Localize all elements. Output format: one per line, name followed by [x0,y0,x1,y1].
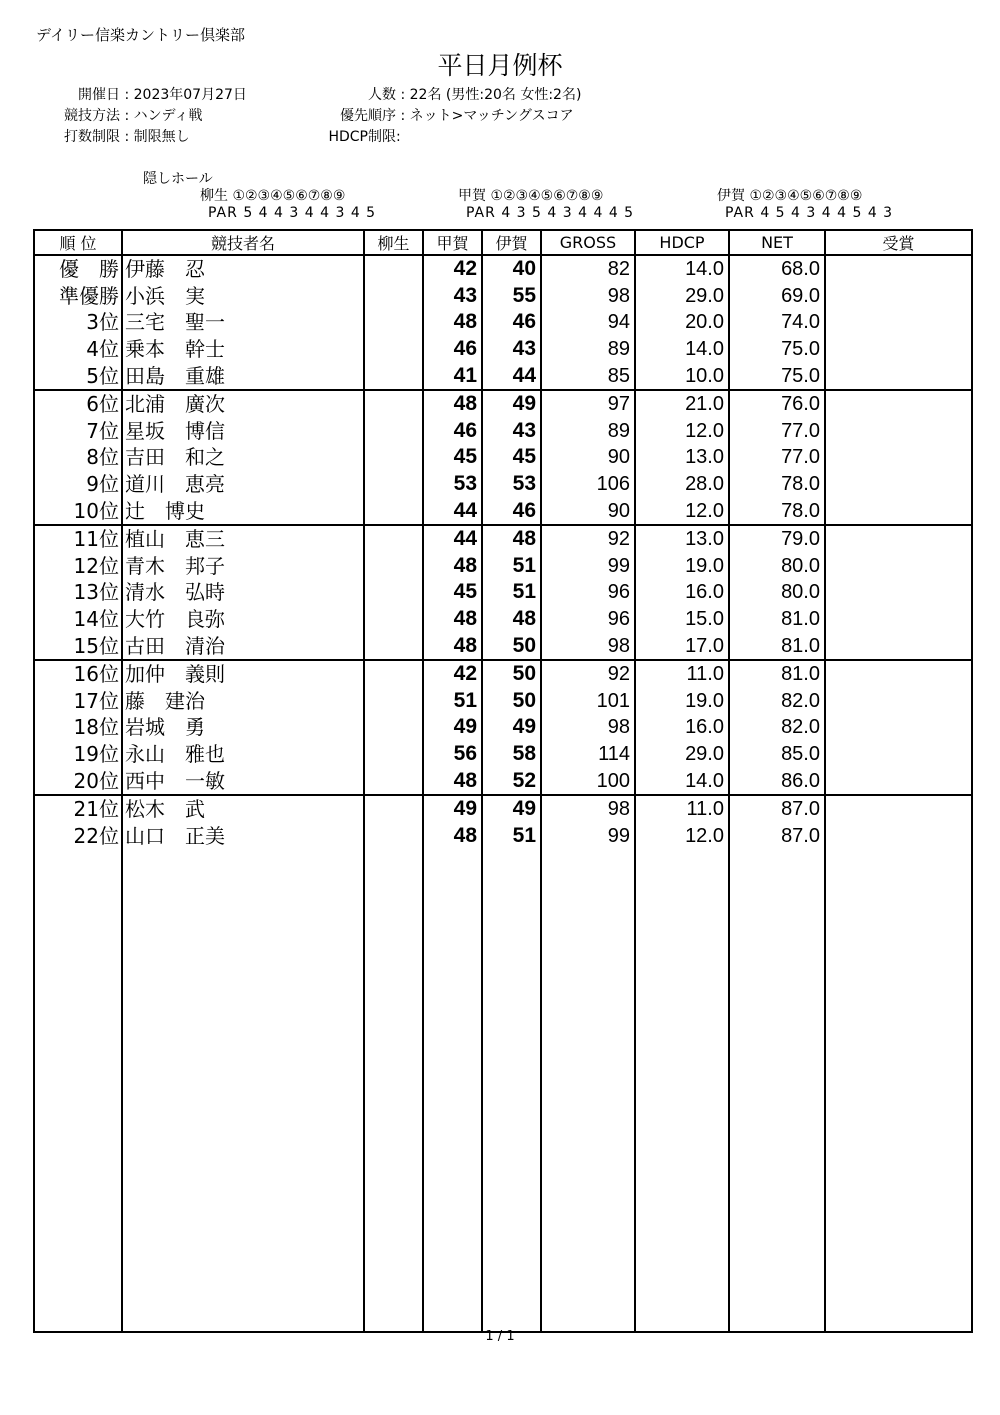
net-score: 79.0 [729,525,825,553]
koka-score: 41 [423,362,482,390]
yagyu-score [364,660,423,688]
info-right: 人数 : 22名 (男性:20名 女性:2名) 優先順序 : ネット>マッチングスコア HDCP制限: [300,85,581,148]
course-iga-holes [717,188,893,222]
name-cell: 藤 建治 [122,688,364,715]
table-row [34,309,972,336]
hdcp-value: 21.0 [635,390,729,418]
gross-score: 98 [541,632,635,660]
name-cell: 古田 清治 [122,632,364,660]
gross-score: 114 [541,741,635,768]
table-row [34,579,972,606]
results-table [33,229,973,1333]
empty-cell [541,849,635,1332]
koka-score: 48 [423,390,482,418]
table-row [34,255,972,283]
yagyu-score [364,767,423,795]
yagyu-score [364,688,423,715]
table-row [34,471,972,498]
gross-score: 99 [541,553,635,580]
table-row [34,606,972,633]
empty-cell [635,849,729,1332]
yagyu-score [364,632,423,660]
empty-cell [34,849,122,1332]
rank-cell: 19位 [34,741,122,768]
koka-score: 48 [423,606,482,633]
award-cell [825,767,972,795]
gross-score: 96 [541,579,635,606]
iga-score: 44 [482,362,541,390]
hdcp-value: 12.0 [635,418,729,445]
table-row [34,418,972,445]
name-cell: 北浦 廣次 [122,390,364,418]
hole-numbers: ①②③④⑤⑥⑦⑧⑨ [232,188,346,204]
rank-cell: 3位 [34,309,122,336]
hdcp-value: 28.0 [635,471,729,498]
net-score: 87.0 [729,822,825,849]
par-label: PAR [208,205,238,221]
award-cell [825,714,972,741]
iga-score: 40 [482,255,541,283]
iga-score: 49 [482,390,541,418]
par-values: 5 4 4 3 4 4 3 4 5 [243,205,377,221]
hdcp-value: 12.0 [635,822,729,849]
net-score: 75.0 [729,336,825,363]
table-row [34,336,972,363]
net-score: 76.0 [729,390,825,418]
name-cell: 青木 邦子 [122,553,364,580]
gross-score: 92 [541,660,635,688]
empty-cell [364,849,423,1332]
rank-cell: 5位 [34,362,122,390]
yagyu-score [364,444,423,471]
award-cell [825,471,972,498]
club-name: デイリー信楽カントリー倶楽部 [36,26,245,44]
yagyu-score [364,362,423,390]
yagyu-score [364,822,423,849]
koka-score: 43 [423,283,482,310]
hdcp-value: 16.0 [635,579,729,606]
hdcp-value: 29.0 [635,283,729,310]
rank-cell: 13位 [34,579,122,606]
yagyu-score [364,255,423,283]
koka-score: 48 [423,767,482,795]
iga-score: 49 [482,795,541,823]
gross-score: 89 [541,336,635,363]
empty-cell [482,849,541,1332]
table-filler-row [34,849,972,1332]
koka-score: 45 [423,444,482,471]
net-score: 80.0 [729,553,825,580]
table-row [34,497,972,525]
award-cell [825,579,972,606]
empty-cell [729,849,825,1332]
net-score: 77.0 [729,444,825,471]
name-cell: 山口 正美 [122,822,364,849]
hdcp-value: 19.0 [635,688,729,715]
gross-score: 94 [541,309,635,336]
koka-score: 46 [423,336,482,363]
net-score: 82.0 [729,688,825,715]
iga-score: 43 [482,336,541,363]
name-cell: 伊藤 忍 [122,255,364,283]
table-row [34,632,972,660]
info-left: 開催日 : 2023年07月27日 競技方法 : ハンディ戦 打数制限 : 制限無し [48,85,247,148]
page-number: 1 / 1 [485,1329,515,1344]
iga-score: 49 [482,714,541,741]
col-iga: 伊賀 [482,230,541,255]
award-cell [825,822,972,849]
rank-cell: 優 勝 [34,255,122,283]
net-score: 68.0 [729,255,825,283]
name-cell: 岩城 勇 [122,714,364,741]
award-cell [825,309,972,336]
col-koka: 甲賀 [423,230,482,255]
col-award: 受賞 [825,230,972,255]
koka-score: 49 [423,714,482,741]
name-cell: 三宅 聖一 [122,309,364,336]
course-name: 伊賀 [717,188,745,204]
gross-score: 96 [541,606,635,633]
method-label: 競技方法 [64,108,120,124]
hdcp-value: 11.0 [635,795,729,823]
koka-score: 44 [423,497,482,525]
rank-cell: 18位 [34,714,122,741]
iga-score: 51 [482,579,541,606]
par-values: 4 5 4 3 4 4 5 4 3 [760,205,894,221]
yagyu-score [364,390,423,418]
award-cell [825,418,972,445]
hdcp-value: 20.0 [635,309,729,336]
name-cell: 乗本 幹士 [122,336,364,363]
iga-score: 55 [482,283,541,310]
hdcp-value: 11.0 [635,660,729,688]
yagyu-score [364,283,423,310]
rank-cell: 6位 [34,390,122,418]
table-row [34,444,972,471]
gross-score: 99 [541,822,635,849]
table-row [34,660,972,688]
koka-score: 53 [423,471,482,498]
gross-score: 90 [541,444,635,471]
yagyu-score [364,741,423,768]
koka-score: 56 [423,741,482,768]
net-score: 80.0 [729,579,825,606]
yagyu-score [364,606,423,633]
name-cell: 大竹 良弥 [122,606,364,633]
empty-cell [122,849,364,1332]
rank-cell: 4位 [34,336,122,363]
iga-score: 43 [482,418,541,445]
koka-score: 45 [423,579,482,606]
iga-score: 58 [482,741,541,768]
hole-numbers: ①②③④⑤⑥⑦⑧⑨ [490,188,604,204]
name-cell: 小浜 実 [122,283,364,310]
award-cell [825,660,972,688]
hdcp-value: 14.0 [635,336,729,363]
name-cell: 吉田 和之 [122,444,364,471]
yagyu-score [364,497,423,525]
table-row [34,688,972,715]
net-score: 81.0 [729,660,825,688]
limit-value: 制限無し [133,129,190,145]
net-score: 81.0 [729,632,825,660]
hdcp-value: 19.0 [635,553,729,580]
rank-cell: 17位 [34,688,122,715]
name-cell: 清水 弘時 [122,579,364,606]
iga-score: 52 [482,767,541,795]
rank-cell: 16位 [34,660,122,688]
gross-score: 106 [541,471,635,498]
iga-score: 46 [482,309,541,336]
award-cell [825,497,972,525]
rank-cell: 12位 [34,553,122,580]
table-row [34,553,972,580]
koka-score: 48 [423,822,482,849]
col-yagyu: 柳生 [364,230,423,255]
iga-score: 53 [482,471,541,498]
name-cell: 西中 一敏 [122,767,364,795]
course-koka-holes [458,188,634,222]
table-row [34,822,972,849]
koka-score: 42 [423,660,482,688]
hdcp-value: 15.0 [635,606,729,633]
hdcp-value: 14.0 [635,255,729,283]
course-name: 甲賀 [458,188,486,204]
table-row [34,525,972,553]
award-cell [825,606,972,633]
award-cell [825,336,972,363]
hdcp-value: 29.0 [635,741,729,768]
net-score: 69.0 [729,283,825,310]
award-cell [825,688,972,715]
iga-score: 46 [482,497,541,525]
koka-score: 48 [423,632,482,660]
col-hdcp: HDCP [635,230,729,255]
koka-score: 46 [423,418,482,445]
gross-score: 90 [541,497,635,525]
award-cell [825,444,972,471]
koka-score: 49 [423,795,482,823]
yagyu-score [364,336,423,363]
net-score: 87.0 [729,795,825,823]
gross-score: 98 [541,795,635,823]
iga-score: 51 [482,553,541,580]
table-row [34,714,972,741]
table-row [34,283,972,310]
rank-cell: 21位 [34,795,122,823]
count-value: 22名 (男性:20名 女性:2名) [409,87,582,103]
gross-score: 97 [541,390,635,418]
yagyu-score [364,795,423,823]
gross-score: 100 [541,767,635,795]
iga-score: 50 [482,632,541,660]
koka-score: 42 [423,255,482,283]
rank-cell: 準優勝 [34,283,122,310]
award-cell [825,632,972,660]
hole-numbers: ①②③④⑤⑥⑦⑧⑨ [749,188,863,204]
name-cell: 星坂 博信 [122,418,364,445]
rank-cell: 15位 [34,632,122,660]
col-rank: 順 位 [34,230,122,255]
name-cell: 永山 雅也 [122,741,364,768]
name-cell: 辻 博史 [122,497,364,525]
par-label: PAR [725,205,755,221]
count-label: 人数 [368,87,396,103]
priority-value: ネット>マッチングスコア [409,108,574,124]
iga-score: 48 [482,525,541,553]
yagyu-score [364,525,423,553]
method-value: ハンディ戦 [133,108,203,124]
award-cell [825,553,972,580]
net-score: 77.0 [729,418,825,445]
rank-cell: 22位 [34,822,122,849]
net-score: 78.0 [729,497,825,525]
rank-cell: 20位 [34,767,122,795]
yagyu-score [364,579,423,606]
hdcp-value: 17.0 [635,632,729,660]
net-score: 75.0 [729,362,825,390]
net-score: 85.0 [729,741,825,768]
iga-score: 50 [482,688,541,715]
gross-score: 101 [541,688,635,715]
koka-score: 48 [423,553,482,580]
award-cell [825,362,972,390]
rank-cell: 14位 [34,606,122,633]
gross-score: 89 [541,418,635,445]
date-value: 2023年07月27日 [133,87,247,103]
limit-label: 打数制限 [64,129,120,145]
award-cell [825,525,972,553]
net-score: 86.0 [729,767,825,795]
yagyu-score [364,714,423,741]
rank-cell: 8位 [34,444,122,471]
iga-score: 48 [482,606,541,633]
rank-cell: 10位 [34,497,122,525]
col-gross: GROSS [541,230,635,255]
name-cell: 植山 恵三 [122,525,364,553]
award-cell [825,741,972,768]
hdcp-value: 14.0 [635,767,729,795]
name-cell: 田島 重雄 [122,362,364,390]
table-row [34,795,972,823]
table-header-row [34,230,972,255]
gross-score: 85 [541,362,635,390]
page-title: 平日月例杯 [437,51,563,80]
gross-score: 98 [541,283,635,310]
hdcp-limit-label: HDCP制限 [328,129,396,145]
table-row [34,767,972,795]
name-cell: 道川 恵亮 [122,471,364,498]
hidden-holes-label: 隠しホール [143,171,213,187]
award-cell [825,255,972,283]
col-net: NET [729,230,825,255]
yagyu-score [364,553,423,580]
net-score: 81.0 [729,606,825,633]
koka-score: 51 [423,688,482,715]
yagyu-score [364,309,423,336]
hdcp-value: 10.0 [635,362,729,390]
date-label: 開催日 [78,87,120,103]
iga-score: 50 [482,660,541,688]
empty-cell [825,849,972,1332]
iga-score: 45 [482,444,541,471]
rank-cell: 7位 [34,418,122,445]
gross-score: 82 [541,255,635,283]
award-cell [825,795,972,823]
koka-score: 44 [423,525,482,553]
course-yagyu-holes [200,188,376,222]
rank-cell: 11位 [34,525,122,553]
empty-cell [423,849,482,1332]
hdcp-value: 12.0 [635,497,729,525]
award-cell [825,390,972,418]
award-cell [825,283,972,310]
iga-score: 51 [482,822,541,849]
gross-score: 92 [541,525,635,553]
yagyu-score [364,418,423,445]
hdcp-value: 13.0 [635,444,729,471]
hdcp-value: 16.0 [635,714,729,741]
gross-score: 98 [541,714,635,741]
hdcp-value: 13.0 [635,525,729,553]
table-row [34,390,972,418]
net-score: 82.0 [729,714,825,741]
rank-cell: 9位 [34,471,122,498]
par-label: PAR [466,205,496,221]
table-row [34,741,972,768]
course-name: 柳生 [200,188,228,204]
net-score: 74.0 [729,309,825,336]
col-name: 競技者名 [122,230,364,255]
yagyu-score [364,471,423,498]
name-cell: 加仲 義則 [122,660,364,688]
name-cell: 松木 武 [122,795,364,823]
koka-score: 48 [423,309,482,336]
par-values: 4 3 5 4 3 4 4 4 5 [501,205,635,221]
net-score: 78.0 [729,471,825,498]
priority-label: 優先順序 [340,108,396,124]
table-row [34,362,972,390]
